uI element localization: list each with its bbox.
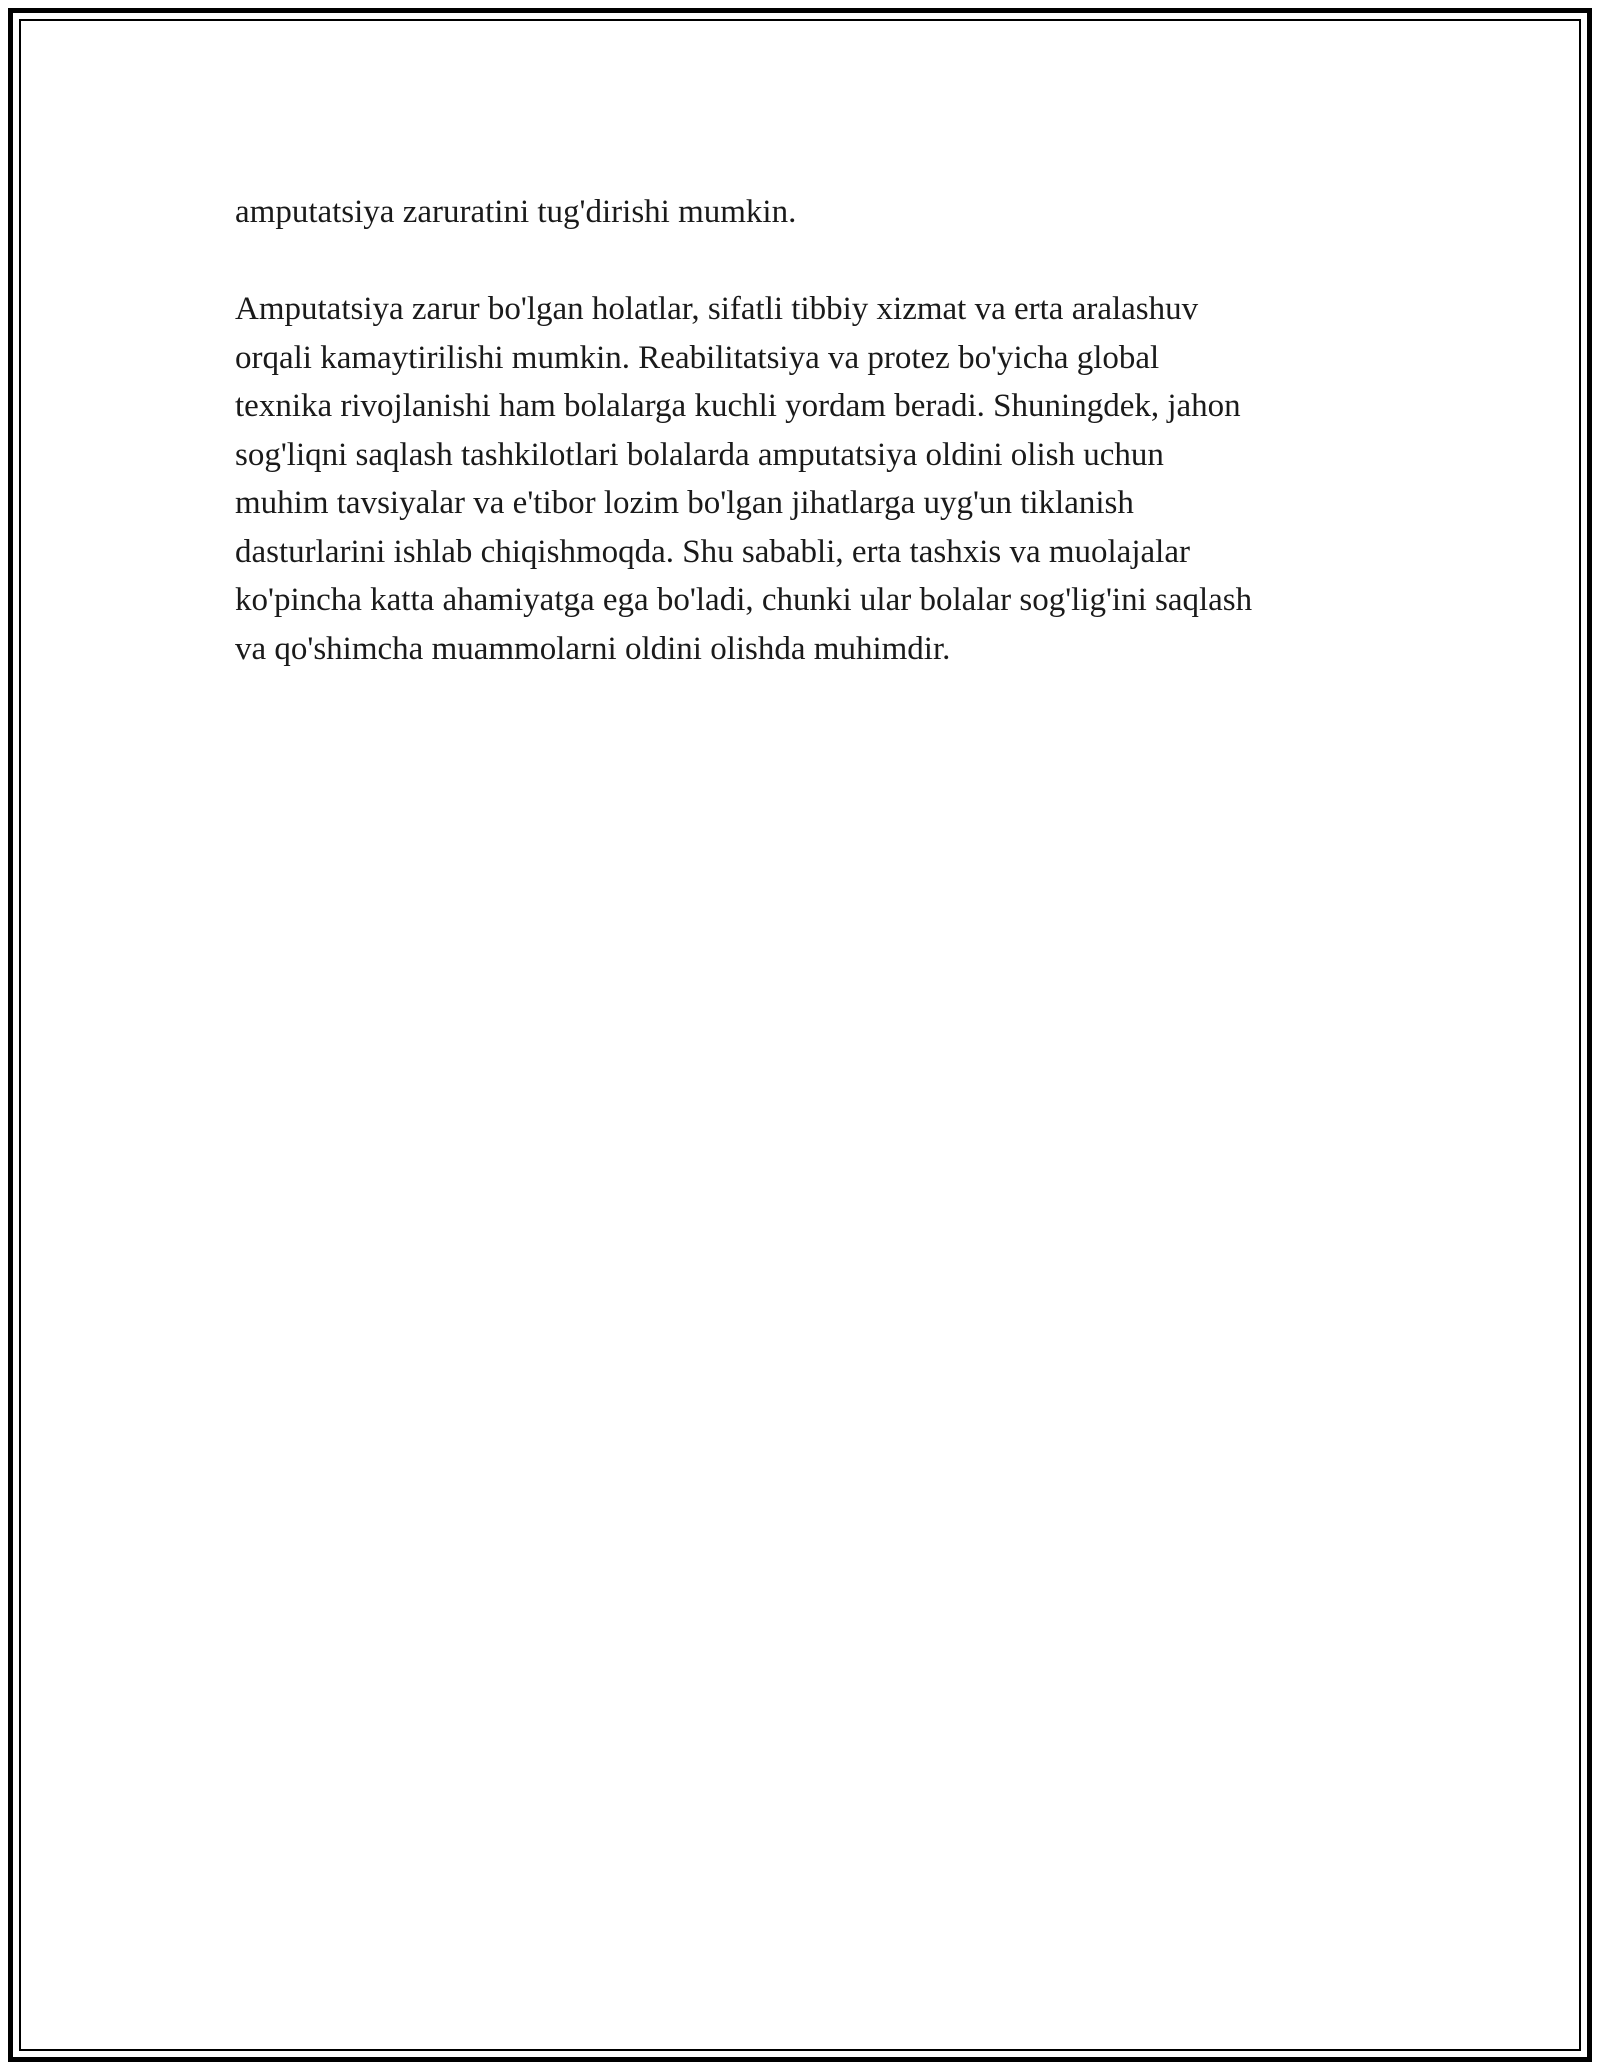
continuation-line: amputatsiya zaruratini tug'dirishi mumkin. xyxy=(235,194,797,230)
document-body xyxy=(235,188,1375,673)
paragraph-line: va qo'shimcha muammolarni oldini olishda muhimdir. xyxy=(235,630,951,667)
paragraph-line: sog'liqni saqlash tashkilotlari bolalarda amputatsiya oldini olish uchun xyxy=(235,436,1164,473)
paragraph-line: Amputatsiya zarur bo'lgan holatlar, sifatli tibbiy xizmat va erta aralashuv xyxy=(235,291,1199,327)
paragraph-spacer xyxy=(235,237,1375,286)
paragraph-line: texnika rivojlanishi ham bolalarga kuchli yordam beradi. Shuningdek, jahon xyxy=(235,388,1241,424)
paragraph xyxy=(235,285,1375,673)
paragraph-line: dasturlarini ishlab chiqishmoqda. Shu sababli, erta tashxis va muolajalar xyxy=(235,533,1190,570)
paragraph-line: muhim tavsiyalar va e'tibor lozim bo'lgan jihatlarga uyg'un tiklanish xyxy=(235,485,1134,521)
paragraph-line: ko'pincha katta ahamiyatga ega bo'ladi, chunki ular bolalar sog'lig'ini saqlash xyxy=(235,582,1253,618)
paragraph-line: orqali kamaytirilishi mumkin. Reabilitatsiya va protez bo'yicha global xyxy=(235,339,1160,376)
